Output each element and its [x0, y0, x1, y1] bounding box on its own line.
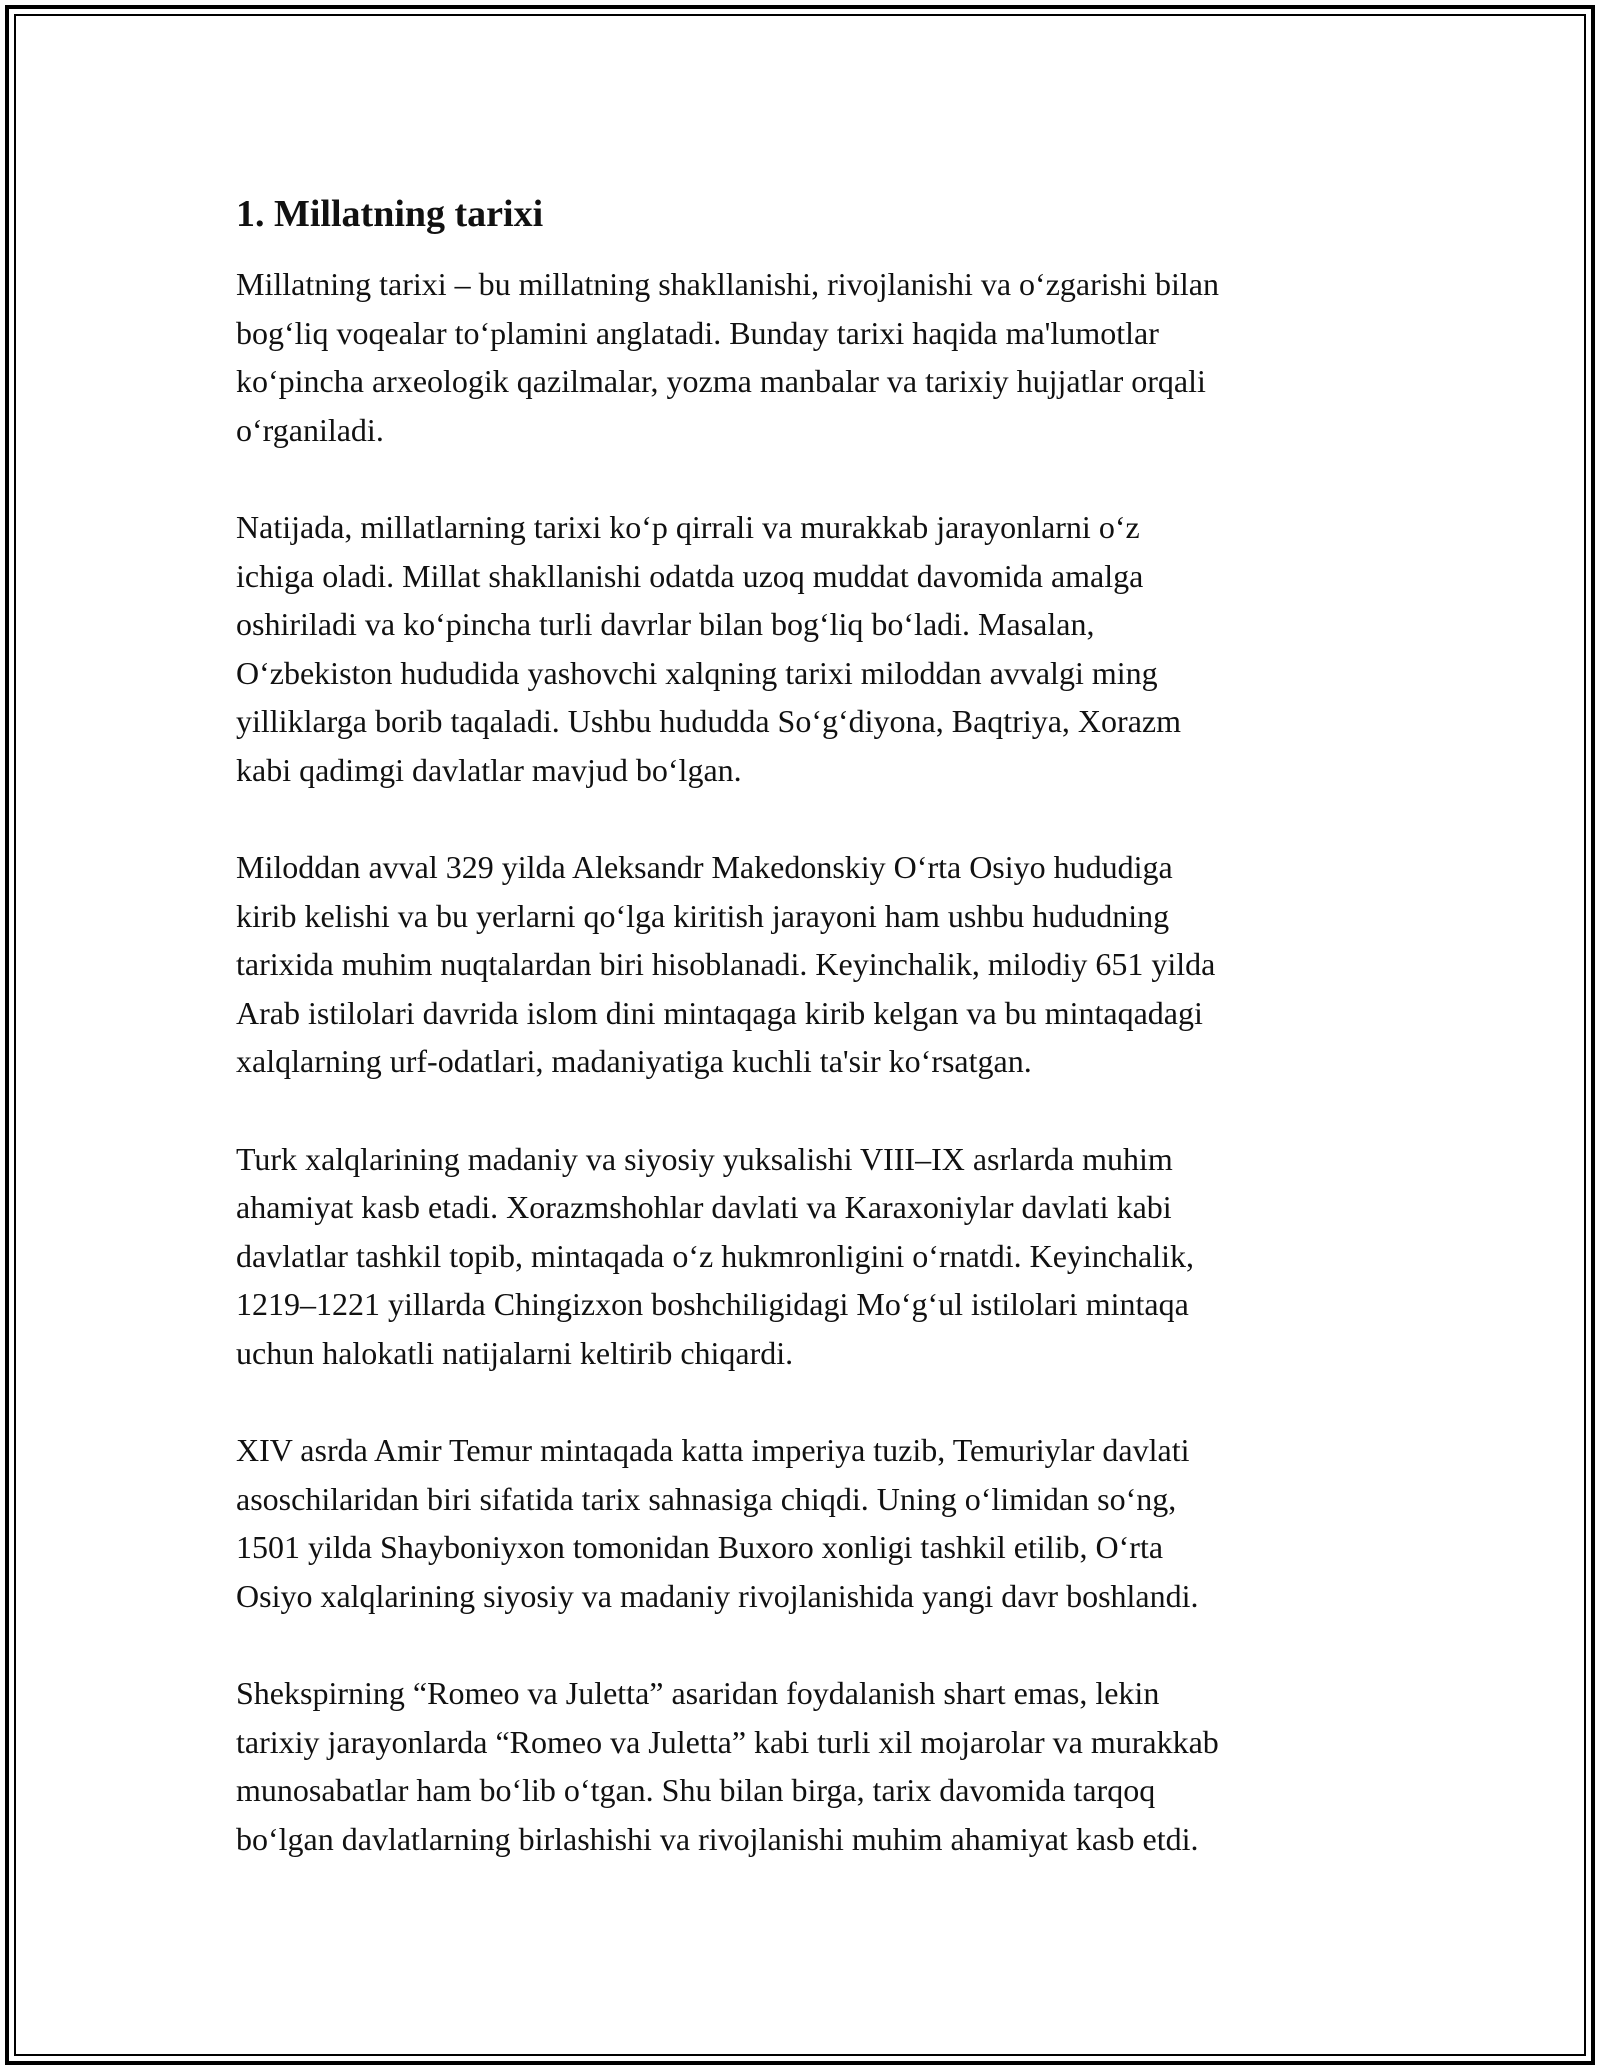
text-line: Turk xalqlarining madaniy va siyosiy yuksalishi VIII–IX asrlarda muhim: [236, 1140, 1173, 1177]
text-line: tarixida muhim nuqtalardan biri hisoblanadi. Keyinchalik, milodiy 651 yilda: [236, 946, 1216, 982]
text-line: bog‘liq voqealar to‘plamini anglatadi. Bunday tarixi haqida ma'lumotlar: [236, 314, 1159, 351]
text-line: Natijada, millatlarning tarixi ko‘p qirrali va murakkab jarayonlarni o‘z: [236, 509, 1140, 545]
paragraph: [236, 260, 1386, 454]
text-line: kirib kelishi va bu yerlarni qo‘lga kiritish jarayoni ham ushbu hududning: [236, 897, 1170, 934]
text-line: Millatning tarixi – bu millatning shakllanishi, rivojlanishi va o‘zgarishi bilan: [236, 266, 1219, 302]
text-line: ko‘pincha arxeologik qazilmalar, yozma manbalar va tarixiy hujjatlar orqali: [236, 363, 1206, 399]
text-line: 1501 yilda Shayboniyxon tomonidan Buxoro xonligi tashkil etilib, O‘rta: [236, 1529, 1164, 1565]
text-line: davlatlar tashkil topib, mintaqada o‘z hukmronligini o‘rnatdi. Keyinchalik,: [236, 1237, 1194, 1274]
text-line: Miloddan avval 329 yilda Aleksandr Makedonskiy O‘rta Osiyo hududiga: [236, 849, 1173, 885]
text-line: kabi qadimgi davlatlar mavjud bo‘lgan.: [236, 751, 742, 788]
text-line: ahamiyat kasb etadi. Xorazmshohlar davlati va Karaxoniylar davlati kabi: [236, 1189, 1172, 1225]
text-line: ichiga oladi. Millat shakllanishi odatda uzoq muddat davomida amalga: [236, 557, 1144, 594]
paragraph: [236, 1426, 1386, 1620]
text-line: O‘zbekiston hududida yashovchi xalqning tarixi miloddan avvalgi ming: [236, 654, 1158, 691]
text-line: asoschilaridan biri sifatida tarix sahnasiga chiqdi. Uning o‘limidan so‘ng,: [236, 1480, 1177, 1517]
text-line: XIV asrda Amir Temur mintaqada katta imperiya tuzib, Temuriylar davlati: [236, 1432, 1190, 1468]
section-heading: 1. Millatning tarixi: [236, 193, 544, 235]
text-line: yilliklarga borib taqaladi. Ushbu hududda So‘g‘diyona, Baqtriya, Xorazm: [236, 703, 1181, 739]
text-line: Shekspirning “Romeo va Juletta” asaridan foydalanish shart emas, lekin: [236, 1675, 1160, 1711]
paragraph: [236, 1669, 1386, 1863]
text-line: tarixiy jarayonlarda “Romeo va Juletta” kabi turli xil mojarolar va murakkab: [236, 1723, 1219, 1760]
text-line: Osiyo xalqlarining siyosiy va madaniy rivojlanishida yangi davr boshlandi.: [236, 1577, 1199, 1614]
text-line: o‘rganiladi.: [236, 411, 384, 448]
document-body: [236, 186, 1386, 1912]
text-line: munosabatlar ham bo‘lib o‘tgan. Shu bilan birga, tarix davomida tarqoq: [236, 1772, 1156, 1808]
text-line: oshiriladi va ko‘pincha turli davrlar bilan bog‘liq bo‘ladi. Masalan,: [236, 606, 1095, 642]
text-line: xalqlarning urf-odatlari, madaniyatiga kuchli ta'sir ko‘rsatgan.: [236, 1043, 1032, 1079]
paragraph: [236, 1135, 1386, 1378]
paragraph: [236, 503, 1386, 794]
text-line: bo‘lgan davlatlarning birlashishi va rivojlanishi muhim ahamiyat kasb etdi.: [236, 1820, 1199, 1857]
paragraph: [236, 843, 1386, 1086]
text-line: uchun halokatli natijalarni keltirib chiqardi.: [236, 1334, 794, 1371]
text-line: 1219–1221 yillarda Chingizxon boshchiligidagi Mo‘g‘ul istilolari mintaqa: [236, 1286, 1189, 1322]
text-line: Arab istilolari davrida islom dini mintaqaga kirib kelgan va bu mintaqadagi: [236, 994, 1203, 1031]
